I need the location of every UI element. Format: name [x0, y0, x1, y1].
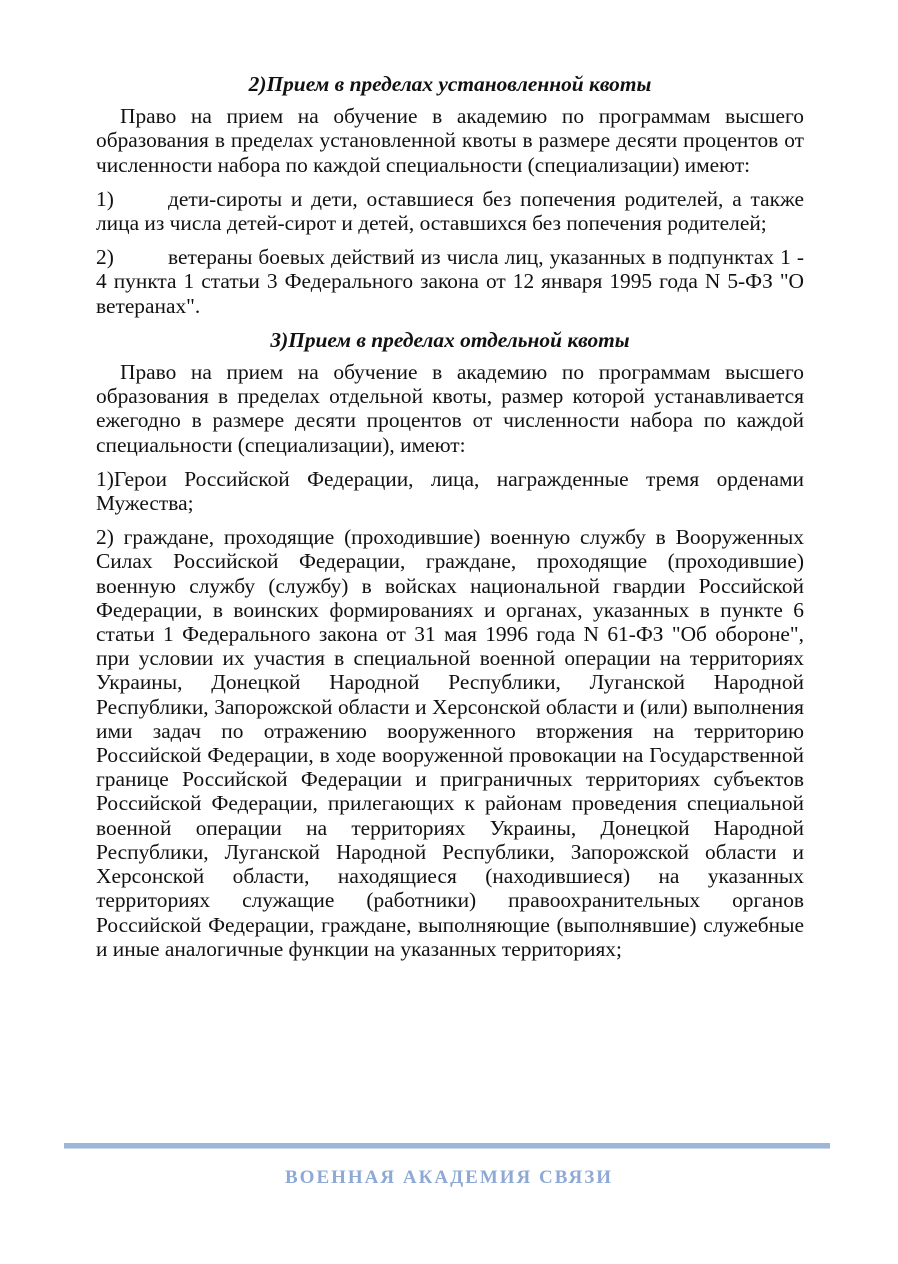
document-page — [96, 72, 804, 971]
section-established-quota — [96, 72, 804, 318]
list-item — [96, 467, 804, 515]
list-item-number: 1) — [96, 466, 114, 491]
list-item-text: ветераны боевых действий из числа лиц, указанных в подпунктах 1 - 4 пункта 1 статьи 3 Федерального закона от 12 января 1995 года N 5-ФЗ "О ветеранах". — [96, 245, 804, 318]
list-item-text: граждане, проходящие (проходившие) военную службу в Вооруженных Силах Российской Федерации, граждане, проходящие (проходившие) военную службу (службу) в войсках национальной гвардии Российской Федерации, в воинских формированиях и органах, указанных в пункте 6 статьи 1 Федерального закона от 31 мая 1996 года N 61-ФЗ "Об обороне", при условии их участия в специальной военной операции на территориях Украины, Донецкой Народной Республики, Луганской Народной Республики, Запорожской области и Херсонской области и (или) выполнения ими задач по отражению вооруженного вторжения на территорию Российской Федерации, в ходе вооруженной провокации на Государственной границе Российской Федерации и приграничных территориях субъектов Российской Федерации, прилегающих к районам проведения специальной военной операции на территориях Украины, Донецкой Народной Республики, Луганской Народной Республики, Запорожской области и Херсонской области, находящиеся (находившиеся) на указанных территориях служащие (работники) правоохранительных органов Российской Федерации, граждане, выполняющие (выполнявшие) служебные и иные аналогичные функции на указанных территориях; — [96, 525, 805, 961]
list-item-number: 2) — [96, 525, 124, 550]
list-item-number: 1) — [96, 186, 114, 211]
list-item — [96, 245, 804, 318]
section-heading: 2)Прием в пределах установленной квоты — [248, 72, 652, 96]
footer-divider — [64, 1143, 830, 1148]
list-item-text: дети-сироты и дети, оставшиеся без попечения родителей, а также лица из числа детей-сирот и детей, оставшихся без попечения родителей; — [96, 186, 804, 236]
section-separate-quota — [96, 328, 804, 961]
footer-academy-name: ВОЕННАЯ АКАДЕМИЯ СВЯЗИ — [285, 1167, 613, 1188]
list-item — [96, 187, 804, 235]
list-item-text: Герои Российской Федерации, лица, награжденные тремя орденами Мужества; — [96, 466, 804, 516]
section-heading: 3)Прием в пределах отдельной квоты — [270, 327, 630, 352]
list-item-number: 2) — [96, 245, 114, 270]
section-intro: Право на прием на обучение в академию по программам высшего образования в пределах установленной квоты в размере десяти процентов от численности набора по каждой специальности (специализации) имеют: — [96, 104, 804, 177]
list-item — [96, 525, 804, 961]
section-intro: Право на прием на обучение в академию по программам высшего образования в пределах отдельной квоты, размер которой устанавливается ежегодно в размере десяти процентов от численности набора по каждой специальности (специализации), имеют: — [96, 360, 804, 457]
